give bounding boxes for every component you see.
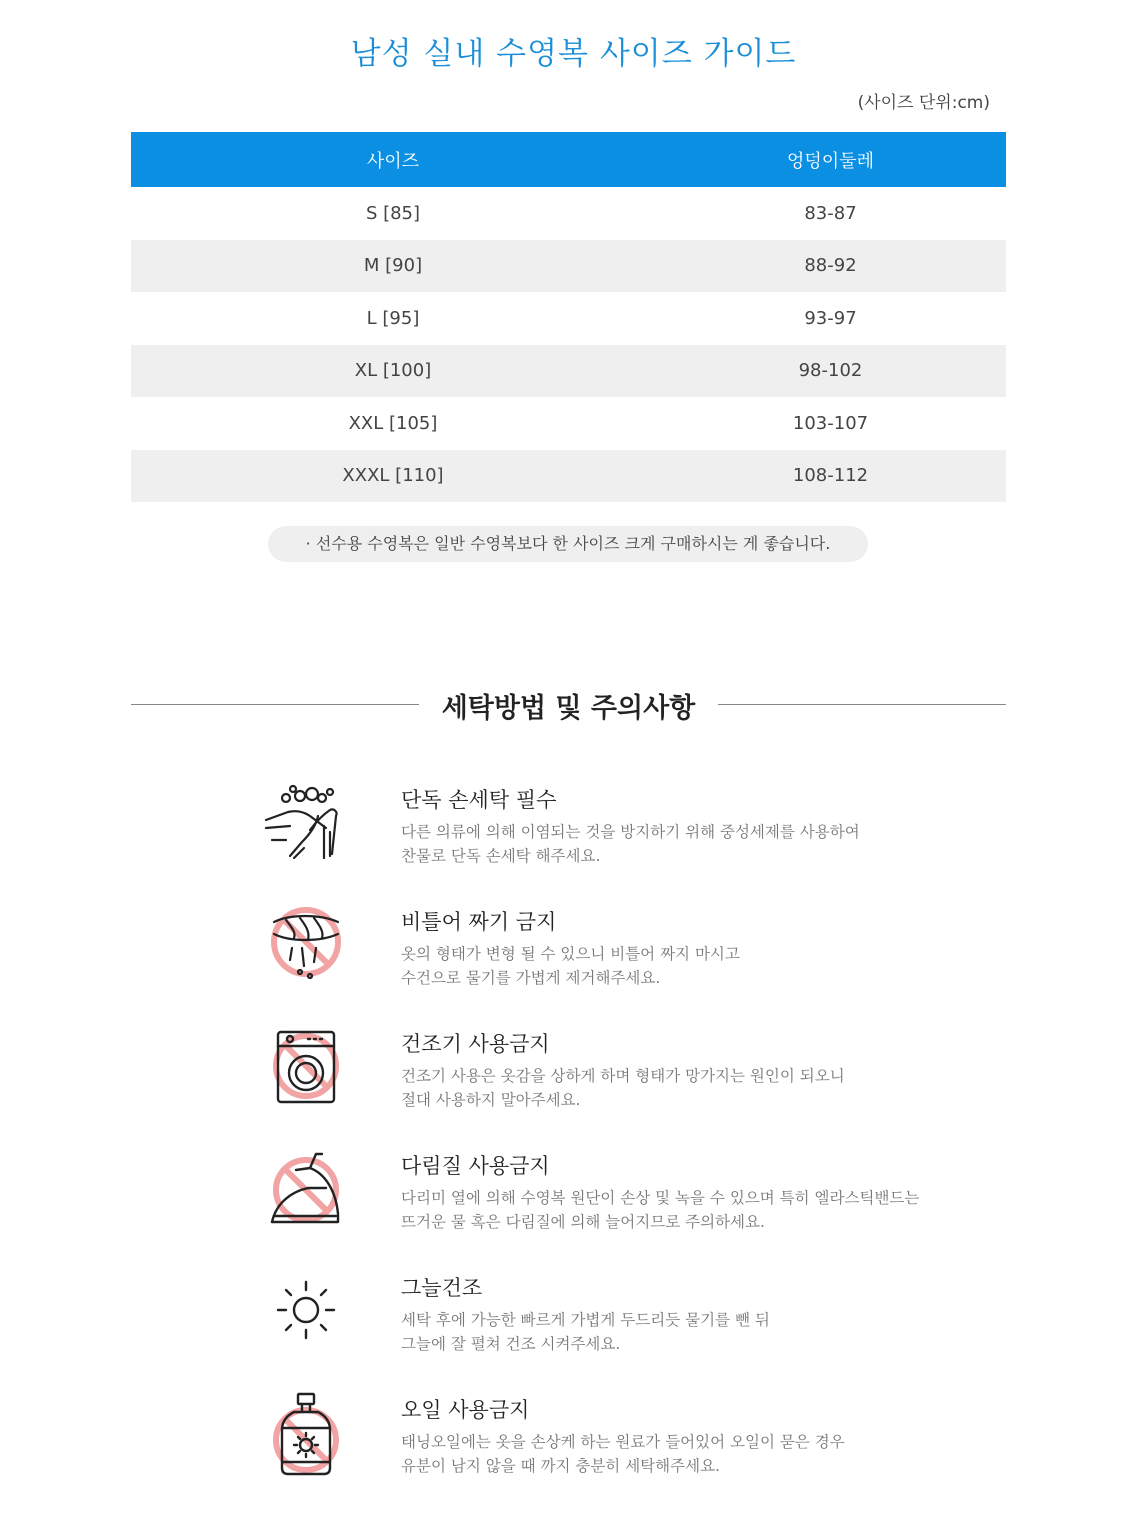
care-line: 태닝오일에는 옷을 손상케 하는 원료가 들어있어 오일이 묻은 경우 — [401, 1433, 845, 1451]
header-hip: 엉덩이둘레 — [655, 132, 1006, 187]
no-iron-icon — [260, 1148, 352, 1240]
care-item-shade-dry — [260, 1270, 960, 1370]
no-wring-icon — [260, 904, 352, 996]
no-oil-icon — [260, 1392, 352, 1484]
unit-note: (사이즈 단위:cm) — [857, 93, 990, 113]
table-row — [131, 240, 1006, 293]
care-description — [401, 1308, 961, 1356]
size-cell: L [95] — [366, 307, 420, 329]
care-title: 그늘건조 — [401, 1276, 483, 1300]
care-description — [401, 820, 961, 868]
care-title: 오일 사용금지 — [401, 1398, 530, 1422]
page-title: 남성 실내 수영복 사이즈 가이드 — [350, 36, 797, 72]
care-line: 그늘에 잘 펼쳐 건조 시켜주세요. — [401, 1335, 621, 1353]
header-size: 사이즈 — [131, 132, 655, 187]
hip-cell: 88-92 — [655, 240, 1006, 293]
hand-wash-icon — [260, 782, 352, 874]
care-item-no-oil — [260, 1392, 960, 1492]
care-line: 수건으로 물기를 가볍게 제거해주세요. — [401, 969, 661, 987]
hip-cell: 103-107 — [792, 412, 869, 434]
care-line: 건조기 사용은 옷감을 상하게 하며 형태가 망가지는 원인이 되오니 — [401, 1067, 845, 1085]
table-row — [131, 345, 1006, 398]
hip-cell: 108-112 — [655, 450, 1006, 503]
size-tip-note: · 선수용 수영복은 일반 수영복보다 한 사이즈 크게 구매하시는 게 좋습니다. — [268, 526, 868, 562]
care-item-no-dryer — [260, 1026, 960, 1126]
table-row — [131, 450, 1006, 503]
table-row — [131, 397, 1006, 450]
care-description — [401, 1186, 961, 1234]
care-line: 절대 사용하지 말아주세요. — [401, 1091, 581, 1109]
care-line: 다리미 열에 의해 수영복 원단이 손상 및 녹을 수 있으며 특히 엘라스틱밴드는 — [401, 1189, 920, 1207]
size-cell: M [90] — [131, 240, 655, 293]
care-line: 옷의 형태가 변형 될 수 있으니 비틀어 짜지 마시고 — [401, 945, 740, 963]
care-section-heading — [131, 680, 1006, 728]
size-table — [131, 132, 1006, 502]
care-line: 유분이 남지 않을 때 까지 충분히 세탁해주세요. — [401, 1457, 720, 1475]
size-cell: XXXL [110] — [131, 450, 655, 503]
care-title: 비틀어 짜기 금지 — [401, 910, 557, 934]
care-title: 건조기 사용금지 — [401, 1032, 550, 1056]
care-description — [401, 942, 961, 990]
table-row — [131, 292, 1006, 345]
care-item-hand-wash — [260, 782, 960, 882]
care-item-no-iron — [260, 1148, 960, 1248]
size-cell: XXL [105] — [348, 412, 438, 434]
size-cell: XL [100] — [131, 345, 655, 398]
hip-cell: 93-97 — [804, 307, 857, 329]
hip-cell: 98-102 — [655, 345, 1006, 398]
size-cell: S [85] — [365, 202, 421, 224]
care-title: 다림질 사용금지 — [401, 1154, 550, 1178]
size-table-header — [131, 132, 1006, 187]
hip-cell: 83-87 — [804, 202, 857, 224]
care-line: 찬물로 단독 손세탁 해주세요. — [401, 847, 601, 865]
shade-dry-icon — [260, 1270, 352, 1362]
no-dryer-icon — [260, 1026, 352, 1118]
care-line: 뜨거운 물 혹은 다림질에 의해 늘어지므로 주의하세요. — [401, 1213, 765, 1231]
table-row — [131, 187, 1006, 240]
care-line: 세탁 후에 가능한 빠르게 가볍게 두드리듯 물기를 뺀 뒤 — [401, 1311, 770, 1329]
care-description — [401, 1064, 961, 1112]
care-item-no-wring — [260, 904, 960, 1004]
divider-right — [718, 704, 1006, 705]
care-title: 단독 손세탁 필수 — [401, 788, 557, 812]
care-description — [401, 1430, 961, 1478]
care-line: 다른 의류에 의해 이염되는 것을 방지하기 위해 중성세제를 사용하여 — [401, 823, 860, 841]
care-heading-text: 세탁방법 및 주의사항 — [441, 693, 696, 724]
